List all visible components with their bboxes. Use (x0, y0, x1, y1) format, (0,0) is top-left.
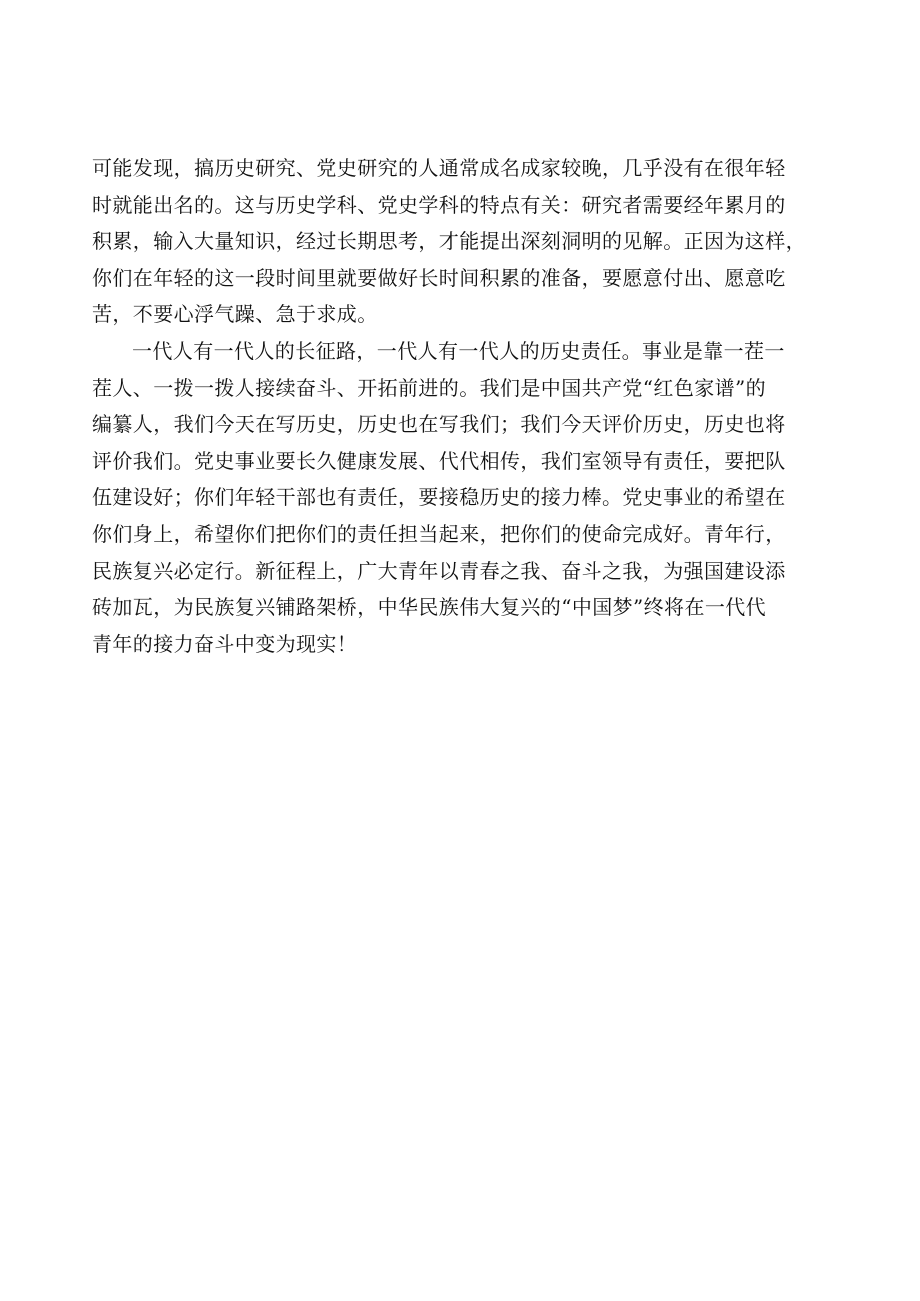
text-line: 积累，输入大量知识，经过长期思考，才能提出深刻洞明的见解。正因为这样， (92, 229, 806, 254)
text-line: 青年的接力奋斗中变为现实！ (92, 631, 358, 656)
document-body (92, 150, 832, 662)
text-line: 评价我们。党史事业要长久健康发展、代代相传，我们室领导有责任，要把队 (92, 448, 786, 473)
text-line: 民族复兴必定行。新征程上，广大青年以青春之我、奋斗之我，为强国建设添 (92, 558, 786, 583)
text-line: 一代人有一代人的长征路，一代人有一代人的历史责任。事业是靠一茬一 (132, 338, 785, 363)
text-line: 苦，不要心浮气躁、急于求成。 (92, 302, 378, 327)
text-line: 茬人、一拨一拨人接续奋斗、开拓前进的。我们是中国共产党“红色家谱”的 (92, 375, 767, 400)
text-line: 编纂人，我们今天在写历史，历史也在写我们；我们今天评价历史，历史也将 (92, 412, 786, 437)
text-line: 可能发现，搞历史研究、党史研究的人通常成名成家较晚，几乎没有在很年轻 (92, 156, 786, 180)
text-line: 伍建设好；你们年轻干部也有责任，要接稳历史的接力棒。党史事业的希望在 (92, 485, 786, 510)
text-line: 砖加瓦，为民族复兴铺路架桥，中华民族伟大复兴的“中国梦”终将在一代代 (92, 595, 767, 620)
text-line: 你们在年轻的这一段时间里就要做好长时间积累的准备，要愿意付出、愿意吃 (92, 265, 786, 290)
paragraph-1 (92, 150, 832, 333)
paragraph-2 (92, 333, 832, 662)
text-line: 时就能出名的。这与历史学科、党史学科的特点有关：研究者需要经年累月的 (92, 192, 786, 217)
text-line: 你们身上，希望你们把你们的责任担当起来，把你们的使命完成好。青年行， (92, 521, 786, 546)
